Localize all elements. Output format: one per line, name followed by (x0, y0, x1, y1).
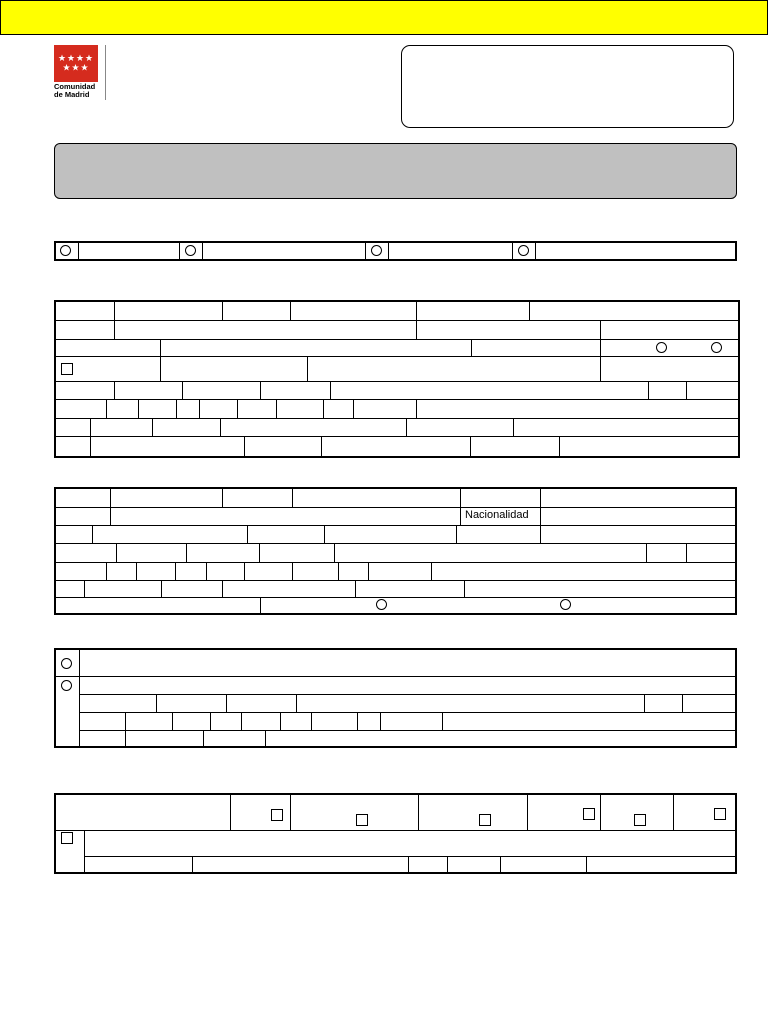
documentation-table (54, 793, 737, 874)
nationality-label: Nacionalidad (465, 509, 529, 521)
notification-address-table (54, 648, 737, 748)
doc-checkbox-2[interactable] (356, 814, 368, 826)
representative-radio-2[interactable] (560, 599, 571, 610)
header-yellow-bar (0, 0, 768, 35)
sex-radio-2[interactable] (711, 342, 722, 353)
request-type-options (54, 241, 737, 261)
option-radio-1[interactable] (60, 245, 71, 256)
comunidad-de-madrid-logo (54, 45, 108, 100)
doc-checkbox-3[interactable] (479, 814, 491, 826)
other-checkbox[interactable] (61, 832, 73, 844)
doc-checkbox-1[interactable] (271, 809, 283, 821)
madrid-flag-icon (54, 45, 98, 82)
representative-data-table (54, 487, 737, 615)
option-radio-4[interactable] (518, 245, 529, 256)
option-radio-3[interactable] (371, 245, 382, 256)
doc-checkbox-4[interactable] (583, 808, 595, 820)
row-checkbox[interactable] (61, 363, 73, 375)
form-title-box (54, 143, 737, 199)
doc-checkbox-6[interactable] (714, 808, 726, 820)
logo-text: Comunidad de Madrid (54, 82, 96, 99)
representative-radio-1[interactable] (376, 599, 387, 610)
notification-radio-2[interactable] (61, 680, 72, 691)
applicant-data-table (54, 300, 740, 458)
option-radio-2[interactable] (185, 245, 196, 256)
registry-stamp-box (401, 45, 734, 128)
sex-radio-1[interactable] (656, 342, 667, 353)
notification-radio-1[interactable] (61, 658, 72, 669)
doc-checkbox-5[interactable] (634, 814, 646, 826)
